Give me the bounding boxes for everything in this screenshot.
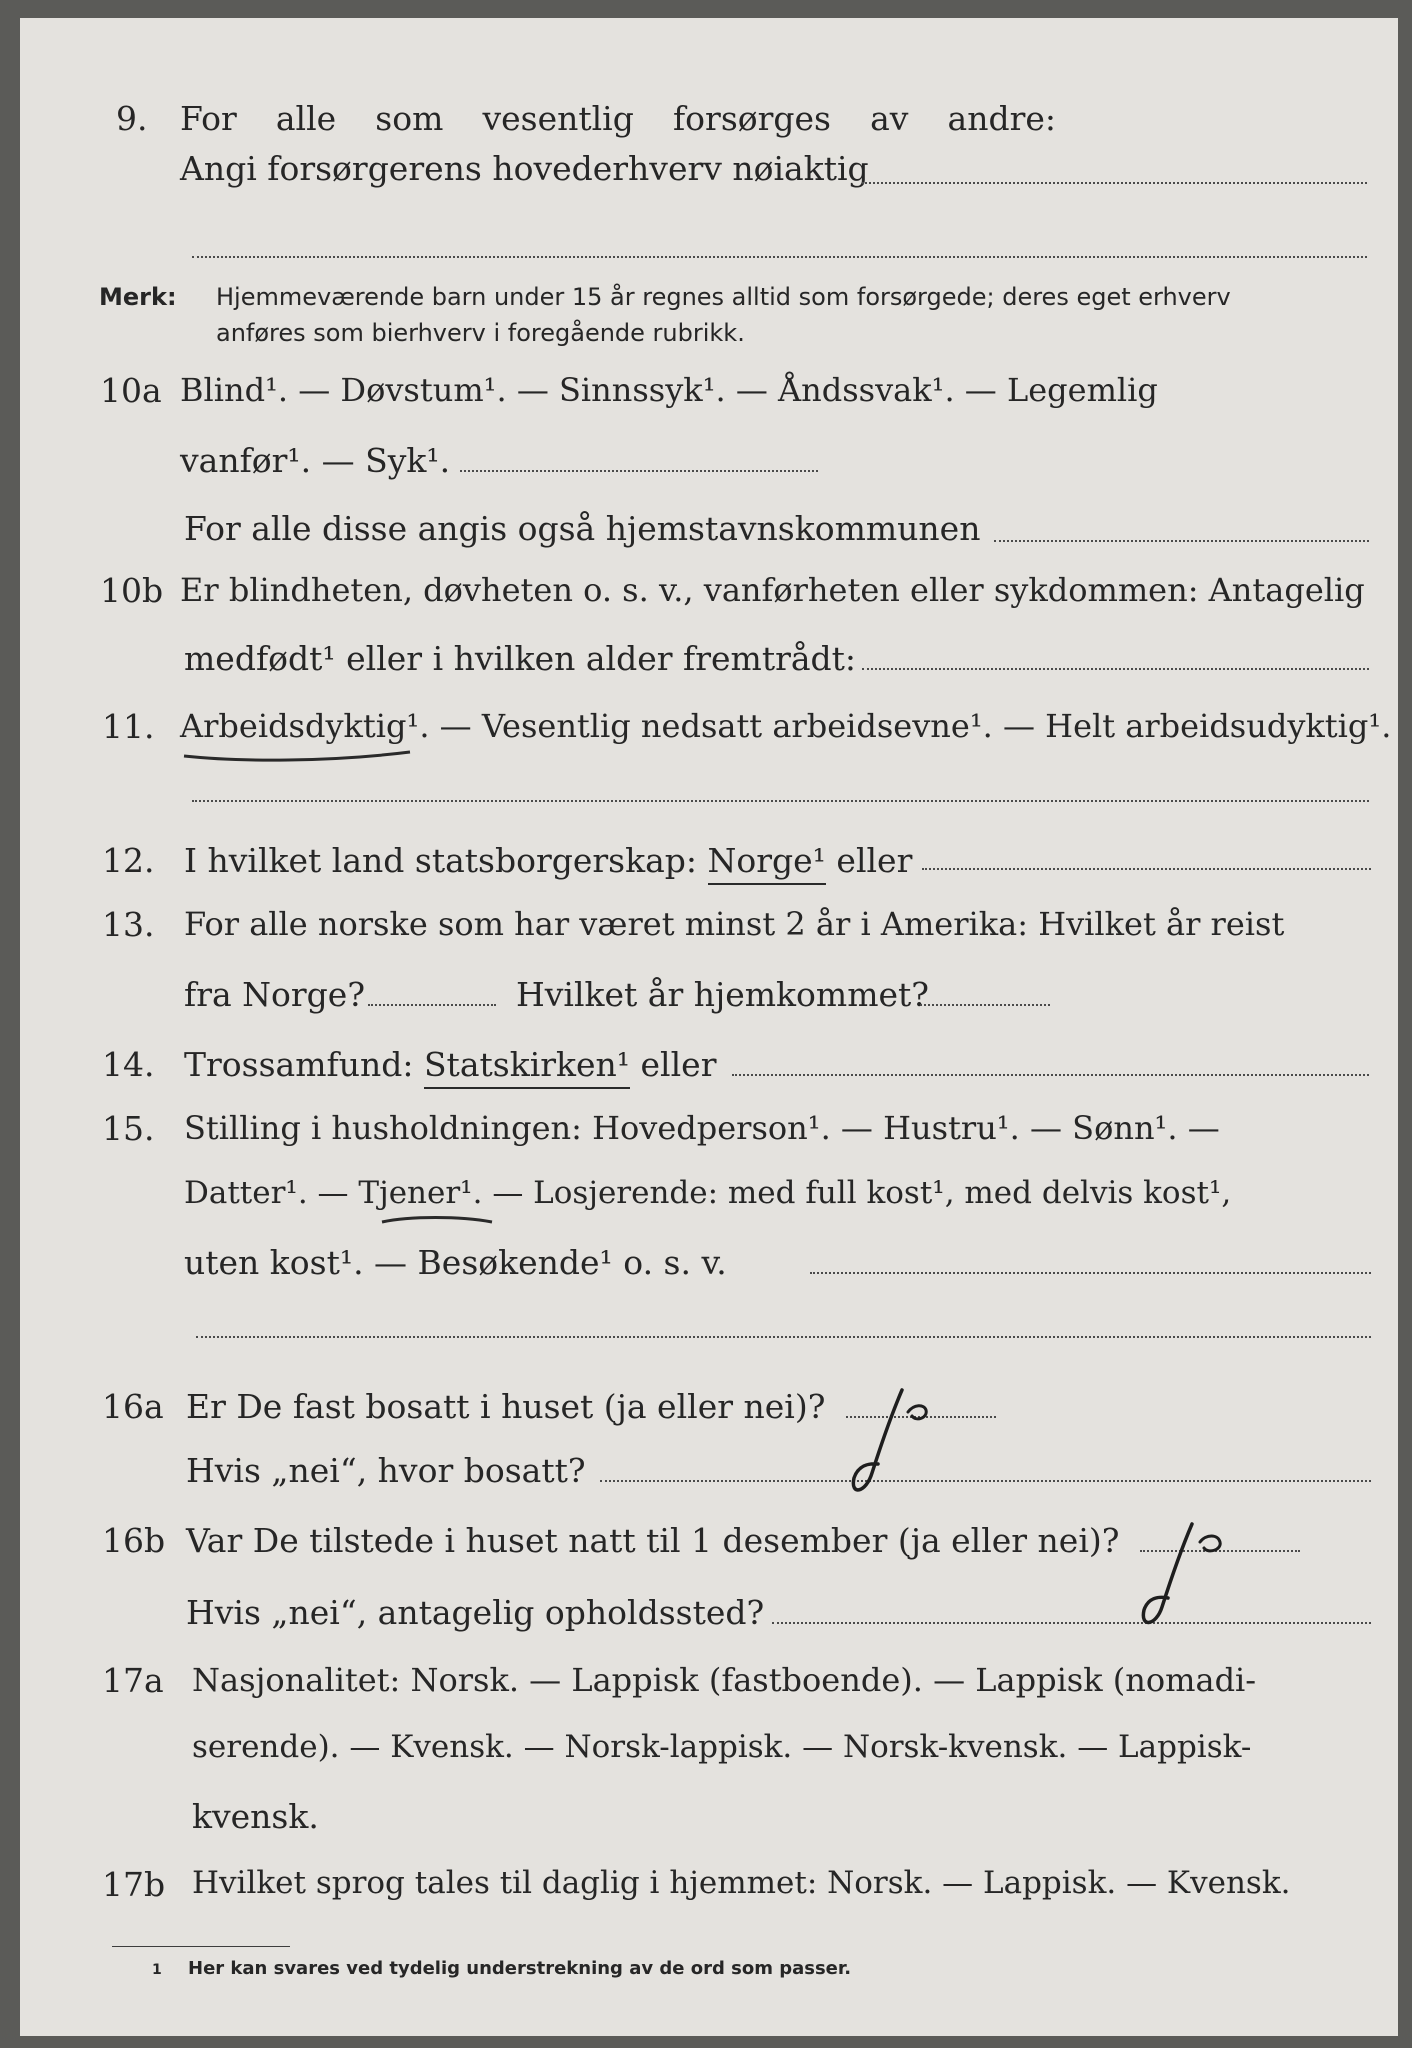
q15-line2a: Datter¹. — (184, 1175, 359, 1211)
q9-answer-line[interactable] (862, 182, 1367, 184)
q10a-kommune-line[interactable] (994, 540, 1369, 542)
q13-line1: For alle norske som har været minst 2 år i Amerika: Hvilket år reist (184, 905, 1285, 943)
q16b-line2: Hvis „nei“, antagelig opholdssted? (186, 1593, 765, 1632)
q10a-line3: For alle disse angis også hjemstavnskommunen (184, 509, 981, 548)
q14-prefix: Trossamfund: (184, 1045, 424, 1084)
q16a-line2: Hvis „nei“, hvor bosatt? (186, 1451, 586, 1490)
q14-text (184, 1045, 717, 1084)
q16a-line1: Er De fast bosatt i huset (ja eller nei)? (186, 1387, 826, 1426)
q16a-number: 16a (102, 1387, 164, 1426)
q17b-number: 17b (102, 1865, 166, 1904)
q12-suffix: eller (825, 841, 913, 880)
q15-line1: Stilling i husholdningen: Hovedperson¹. — Hustru¹. — Sønn¹. — (184, 1109, 1220, 1147)
q13-line2b: Hvilket år hjemkommet? (516, 975, 929, 1014)
q9-answer-line2[interactable] (192, 256, 1367, 258)
q15-answer-line[interactable] (810, 1272, 1371, 1274)
q17b-line1: Hvilket sprog tales til daglig i hjemmet: Norsk. — Lappisk. — Kvensk. (192, 1865, 1291, 1901)
q17a-line2: serende). — Kvensk. — Norsk-lappisk. — Norsk-kvensk. — Lappisk- (192, 1729, 1252, 1765)
q15-line2b: . — Losjerende: med full kost¹, med delvis kost¹, (472, 1175, 1232, 1211)
q11-rest: — Vesentlig nedsatt arbeidsevne¹. — Helt arbeidsudyktig¹. (429, 707, 1392, 745)
q13-hjemkommet-line[interactable] (920, 1004, 1050, 1006)
footnote-rule (112, 1946, 290, 1947)
footnote-mark: 1 (152, 1962, 162, 1978)
q13-number: 13. (102, 905, 155, 944)
q11-number: 11. (102, 707, 155, 746)
q15-underline-mark (380, 1214, 500, 1230)
q13-line2a: fra Norge? (184, 975, 366, 1014)
q13-reist-line[interactable] (368, 1004, 496, 1006)
q11-option-arbeidsdyktig[interactable]: Arbeidsdyktig¹. (180, 707, 430, 745)
q14-number: 14. (102, 1045, 155, 1084)
q16b-line1: Var De tilstede i huset natt til 1 desember (ja eller nei)? (186, 1521, 1120, 1560)
q12-option-norge[interactable]: Norge¹ (708, 841, 826, 885)
q16b-handwritten-answer (1134, 1512, 1314, 1642)
census-form-page (20, 18, 1398, 2036)
q12-text (184, 841, 913, 880)
q10b-line2: medfødt¹ eller i hvilken alder fremtrådt: (184, 639, 857, 678)
q10b-line1: Er blindheten, døvheten o. s. v., vanførheten eller sykdommen: Antagelig (180, 571, 1365, 609)
q15-option-tjener[interactable]: Tjener¹ (358, 1175, 473, 1211)
q15-line3: uten kost¹. — Besøkende¹ o. s. v. (184, 1243, 727, 1282)
q10a-syk-line[interactable] (460, 470, 818, 472)
q14-answer-line[interactable] (732, 1074, 1369, 1076)
footnote-text: Her kan svares ved tydelig understrekning av de ord som passer. (188, 1958, 852, 1979)
q10b-number: 10b (100, 571, 164, 610)
q12-prefix: I hvilket land statsborgerskap: (184, 841, 708, 880)
q15-line2 (184, 1175, 1232, 1211)
q11-text (180, 707, 1392, 745)
q11-underline-mark (180, 748, 420, 768)
q10a-line2: vanfør¹. — Syk¹. (180, 441, 451, 480)
q14-suffix: eller (630, 1045, 717, 1084)
q9-line2: Angi forsørgerens hovederhverv nøiaktig (180, 149, 869, 188)
q15-number: 15. (102, 1109, 155, 1148)
merk-line1: Hjemmeværende barn under 15 år regnes alltid som forsørgede; deres eget erhverv (216, 283, 1231, 311)
q9-number: 9. (116, 99, 148, 138)
q17a-line3: kvensk. (192, 1797, 319, 1836)
q11-answer-line[interactable] (192, 800, 1369, 802)
q17a-number: 17a (102, 1661, 164, 1700)
q10a-number: 10a (100, 371, 162, 410)
q17a-line1: Nasjonalitet: Norsk. — Lappisk (fastboende). — Lappisk (nomadi- (192, 1661, 1257, 1699)
q10b-alder-line[interactable] (862, 668, 1369, 670)
q16a-handwritten-answer (842, 1378, 1022, 1508)
q9-line1: For alle som vesentlig forsørges av andre: (180, 99, 1056, 138)
q12-answer-line[interactable] (922, 868, 1371, 870)
q15-answer-line2[interactable] (196, 1336, 1371, 1338)
q16b-number: 16b (102, 1521, 166, 1560)
q14-option-statskirken[interactable]: Statskirken¹ (424, 1045, 630, 1089)
merk-line2: anføres som bierhverv i foregående rubrikk. (216, 319, 745, 347)
q10a-line1: Blind¹. — Døvstum¹. — Sinnssyk¹. — Åndssvak¹. — Legemlig (180, 371, 1158, 409)
q12-number: 12. (102, 841, 155, 880)
merk-label: Merk: (99, 283, 177, 311)
